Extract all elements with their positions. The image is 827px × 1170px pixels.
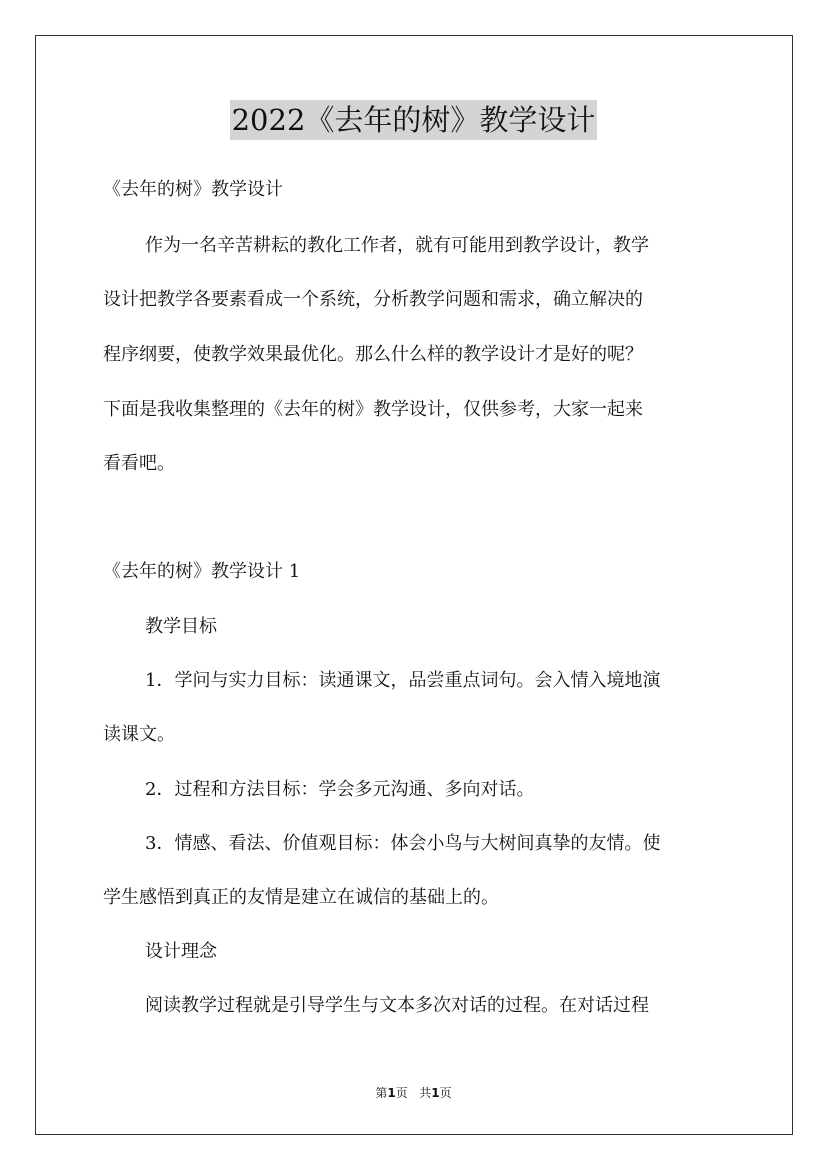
paragraph-line: 程序纲要，使教学效果最优化。那么什么样的教学设计才是好的呢？ xyxy=(103,344,643,365)
section-heading: 《去年的树》教学设计 xyxy=(103,179,283,200)
paragraph-line: 学生感悟到真正的友情是建立在诚信的基础上的。 xyxy=(103,887,499,908)
subsection-heading: 教学目标 xyxy=(145,616,217,637)
paragraph-line: 阅读教学过程就是引导学生与文本多次对话的过程。在对话过程 xyxy=(145,995,649,1016)
total-pages-prefix: 共 xyxy=(419,1086,432,1100)
paragraph-line: 读课文。 xyxy=(103,724,175,745)
paragraph-line: 下面是我收集整理的《去年的树》教学设计，仅供参考，大家一起来 xyxy=(103,399,643,420)
title-container xyxy=(0,100,827,140)
paragraph-line: 看看吧。 xyxy=(103,453,175,474)
paragraph-line: 1．学问与实力目标：读通课文，品尝重点词句。会入情入境地演 xyxy=(145,670,661,691)
page-number-prefix: 第 xyxy=(375,1086,388,1100)
total-pages-suffix: 页 xyxy=(439,1086,452,1100)
section-heading: 《去年的树》教学设计 1 xyxy=(103,561,301,582)
paragraph-line: 3．情感、看法、价值观目标：体会小鸟与大树间真挚的友情。使 xyxy=(145,833,661,854)
document-title: 2022《去年的树》教学设计 xyxy=(230,100,598,140)
paragraph-line: 作为一名辛苦耕耘的教化工作者，就有可能用到教学设计，教学 xyxy=(145,235,649,256)
subsection-heading: 设计理念 xyxy=(145,941,217,962)
total-pages: 1 xyxy=(431,1086,440,1100)
paragraph-line: 设计把教学各要素看成一个系统，分析教学问题和需求，确立解决的 xyxy=(103,289,643,310)
paragraph-line: 2．过程和方法目标：学会多元沟通、多向对话。 xyxy=(145,779,535,800)
page-footer xyxy=(0,1084,827,1101)
page-number-suffix: 页 xyxy=(395,1086,408,1100)
page-number: 1 xyxy=(387,1086,396,1100)
